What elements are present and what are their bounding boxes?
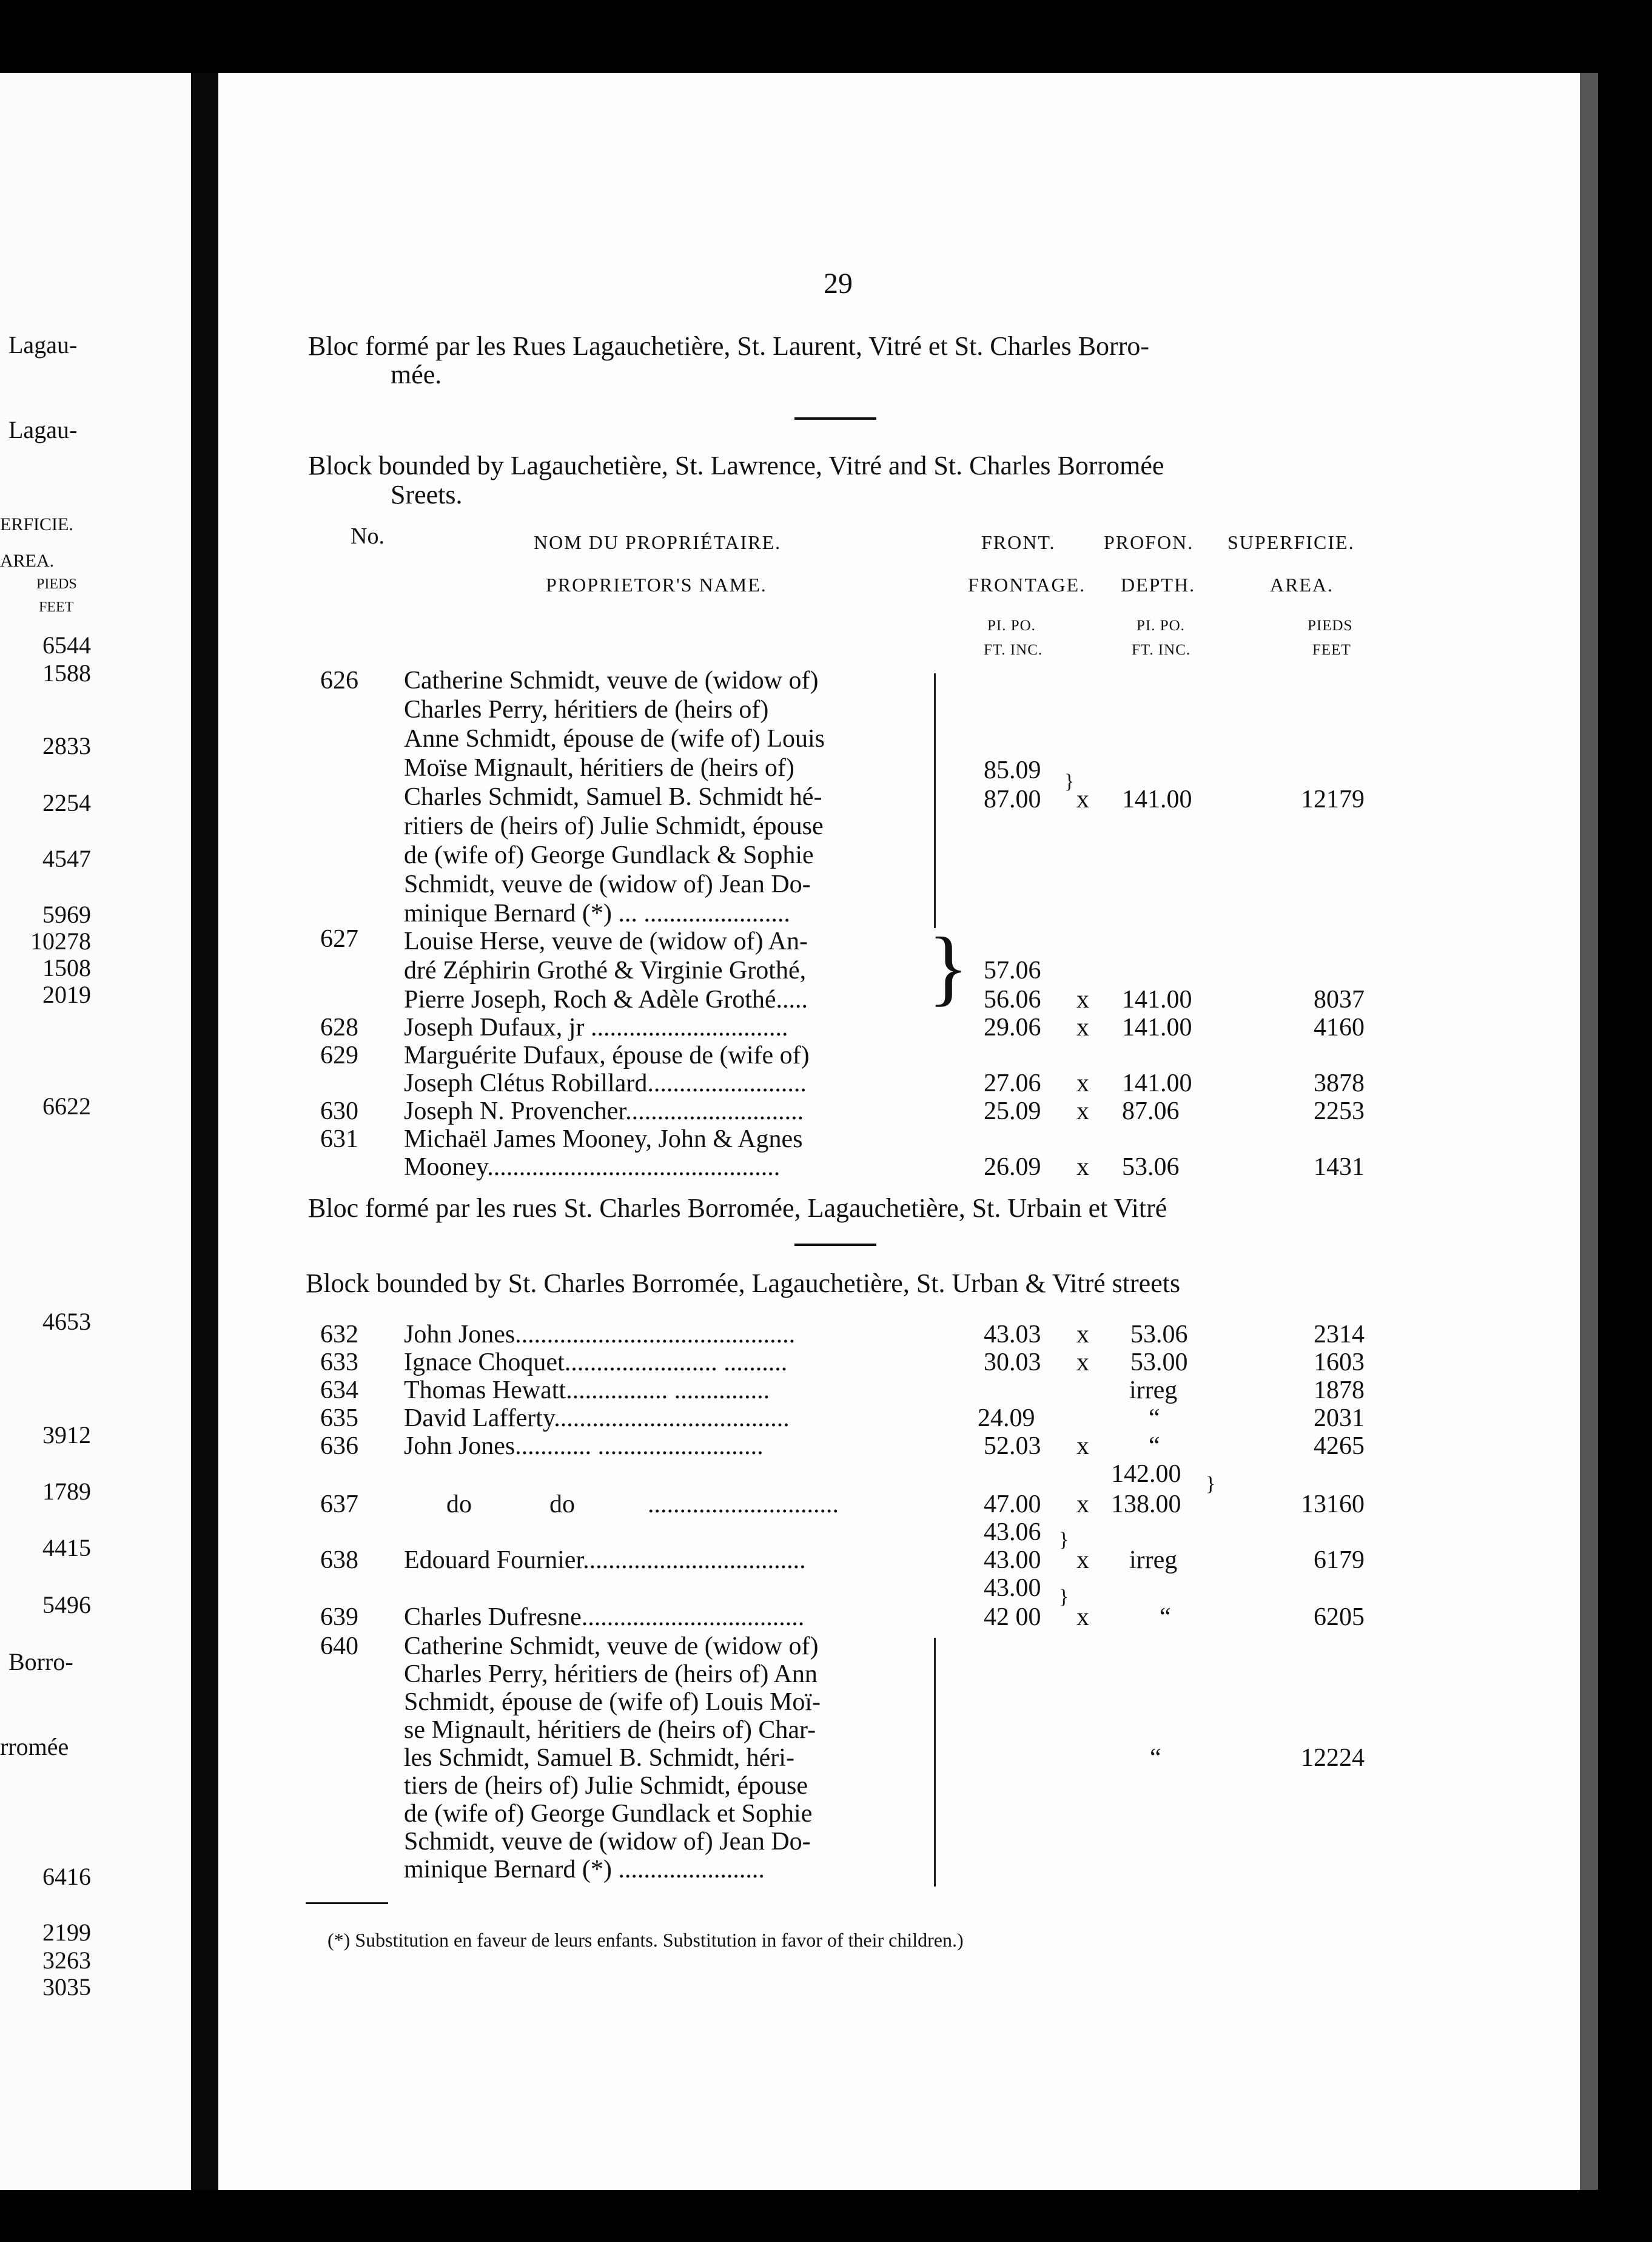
ditto-mark: “ xyxy=(1150,1744,1161,1772)
owner-line: Michaël James Mooney, John & Agnes xyxy=(404,1125,803,1153)
owner-line: minique Bernard (*) ... ....................... xyxy=(404,900,790,927)
front-value: 56.06 xyxy=(984,986,1041,1014)
owner-line: ritiers de (heirs of) Julie Schmidt, épouse xyxy=(404,812,824,840)
times-sign: x xyxy=(1076,1348,1089,1376)
area-value: 2031 xyxy=(1314,1404,1365,1432)
area-value: 12224 xyxy=(1301,1744,1365,1772)
row-no: 629 xyxy=(320,1042,358,1069)
header-depth-en: DEPTH. xyxy=(1121,574,1196,596)
brace-icon: } xyxy=(1064,770,1075,793)
unit-front: FT. INC. xyxy=(984,642,1043,658)
area-value: 12179 xyxy=(1301,786,1365,813)
left-number: 10278 xyxy=(30,927,91,955)
depth-value: irreg xyxy=(1129,1546,1178,1574)
depth-value: 87.06 xyxy=(1122,1097,1180,1125)
left-word: Lagau- xyxy=(8,416,78,443)
owner-line: Charles Perry, héritiers de (heirs of) xyxy=(404,696,769,724)
front-value: 29.06 xyxy=(984,1014,1041,1042)
owner-name: Charles Dufresne................................... xyxy=(404,1603,805,1631)
brace-icon: } xyxy=(928,920,969,1014)
owner-line: Catherine Schmidt, veuve de (widow of) xyxy=(404,1632,819,1660)
left-number: 1789 xyxy=(42,1478,91,1505)
divider xyxy=(794,1244,876,1246)
times-sign: x xyxy=(1076,1432,1089,1460)
owner-line: dré Zéphirin Grothé & Virginie Grothé, xyxy=(404,957,807,985)
area-value: 1603 xyxy=(1314,1348,1365,1376)
area-value: 4265 xyxy=(1314,1432,1365,1460)
area-value: 13160 xyxy=(1301,1490,1365,1518)
row-no: 628 xyxy=(320,1014,358,1042)
header-name-fr: NOM DU PROPRIÉTAIRE. xyxy=(534,531,782,553)
unit-depth: PI. PO. xyxy=(1137,618,1185,634)
footnote-rule xyxy=(306,1902,388,1904)
area-value: 1431 xyxy=(1314,1153,1365,1181)
owner-line: Anne Schmidt, épouse de (wife of) Louis xyxy=(404,725,825,753)
row-no: 637 xyxy=(320,1490,358,1518)
front-value: 27.06 xyxy=(984,1069,1041,1097)
row-no: 631 xyxy=(320,1125,358,1153)
divider xyxy=(794,417,876,420)
row-no: 627 xyxy=(320,925,358,953)
front-value: 30.03 xyxy=(984,1348,1041,1376)
brace-icon: } xyxy=(1206,1473,1216,1495)
row-no: 633 xyxy=(320,1348,358,1376)
depth-value: 141.00 xyxy=(1122,786,1192,813)
header-front-fr: FRONT. xyxy=(981,531,1056,553)
unit-front: PI. PO. xyxy=(987,618,1036,634)
front-value: 42 00 xyxy=(984,1603,1041,1631)
front-value: 24.09 xyxy=(978,1404,1035,1432)
times-sign: x xyxy=(1076,1097,1089,1125)
header-no: No. xyxy=(351,523,384,549)
area-value: 2253 xyxy=(1314,1097,1365,1125)
left-number: 2019 xyxy=(42,981,91,1008)
left-number: 6544 xyxy=(42,631,91,659)
left-number: 4547 xyxy=(42,845,91,872)
block1-title-fr: Bloc formé par les Rues Lagauchetière, St. Laurent, Vitré et St. Charles Borro- xyxy=(308,331,1150,361)
owner-line: Catherine Schmidt, veuve de (widow of) xyxy=(404,667,819,695)
front-value: 85.09 xyxy=(984,756,1041,784)
owner-line: tiers de (heirs of) Julie Schmidt, épouse xyxy=(404,1772,808,1800)
ditto-mark: “ xyxy=(1149,1404,1160,1432)
header-area-fr: SUPERFICIE. xyxy=(1227,531,1355,553)
front-value: 43.00 xyxy=(984,1574,1041,1602)
row-no: 640 xyxy=(320,1632,358,1660)
times-sign: x xyxy=(1076,1490,1089,1518)
depth-value: 141.00 xyxy=(1122,986,1192,1014)
owner-line: Joseph N. Provencher............................ xyxy=(404,1097,804,1125)
left-word: rromée xyxy=(0,1733,69,1760)
depth-value: 142.00 xyxy=(1111,1460,1181,1488)
times-sign: x xyxy=(1076,786,1089,813)
front-value: 26.09 xyxy=(984,1153,1041,1181)
left-word: Lagau- xyxy=(8,331,78,359)
owner-line: Mooney.............................................. xyxy=(404,1153,781,1181)
bracket xyxy=(934,1638,936,1887)
front-value: 57.06 xyxy=(984,957,1041,985)
owner-line: Joseph Clétus Robillard......................... xyxy=(404,1069,807,1097)
book-gutter xyxy=(191,73,218,2190)
brace-icon: } xyxy=(1059,1529,1069,1551)
left-number: 2254 xyxy=(42,789,91,816)
owner-name: David Lafferty..................................... xyxy=(404,1404,790,1432)
left-number: 5496 xyxy=(42,1591,91,1618)
owner-line: Charles Schmidt, Samuel B. Schmidt hé- xyxy=(404,783,822,811)
header-area-en: AREA. xyxy=(1270,574,1334,596)
left-number: 3263 xyxy=(42,1947,91,1974)
bracket xyxy=(934,673,936,928)
times-sign: x xyxy=(1076,986,1089,1014)
area-value: 2314 xyxy=(1314,1321,1365,1348)
row-no: 635 xyxy=(320,1404,358,1432)
brace-icon: } xyxy=(1059,1586,1069,1608)
leader-dots: .............................. xyxy=(648,1490,839,1518)
row-no: 632 xyxy=(320,1321,358,1348)
depth-value: 53.06 xyxy=(1130,1321,1188,1348)
row-no: 638 xyxy=(320,1546,358,1574)
front-value: 52.03 xyxy=(984,1432,1041,1460)
row-no: 639 xyxy=(320,1603,358,1631)
ditto-word: do xyxy=(549,1490,575,1518)
left-page-fragment xyxy=(0,73,191,2190)
times-sign: x xyxy=(1076,1321,1089,1348)
front-value: 25.09 xyxy=(984,1097,1041,1125)
owner-name: John Jones............ .......................... xyxy=(404,1432,764,1460)
left-number: 5969 xyxy=(42,901,91,928)
footnote: (*) Substitution en faveur de leurs enfants. Substitution in favor of their children.) xyxy=(327,1929,964,1951)
block2-title-en: Block bounded by St. Charles Borromée, Lagauchetière, St. Urban & Vitré streets xyxy=(306,1268,1181,1298)
unit-area: FEET xyxy=(1312,642,1351,658)
front-value: 43.06 xyxy=(984,1518,1041,1546)
front-value: 43.00 xyxy=(984,1546,1041,1574)
area-value: 6205 xyxy=(1314,1603,1365,1631)
left-number: 2199 xyxy=(42,1919,91,1946)
row-no: 630 xyxy=(320,1097,358,1125)
owner-line: Schmidt, épouse de (wife of) Louis Moï- xyxy=(404,1688,821,1716)
owner-line: minique Bernard (*) ....................... xyxy=(404,1856,765,1883)
left-number: 4653 xyxy=(42,1308,91,1335)
owner-name: Edouard Fournier................................... xyxy=(404,1546,806,1574)
left-header: ERFICIE. xyxy=(0,514,73,534)
left-header: FEET xyxy=(39,599,74,615)
page-number: 29 xyxy=(824,268,853,300)
left-word: Borro- xyxy=(8,1648,73,1675)
owner-line: Charles Perry, héritiers de (heirs of) Ann xyxy=(404,1660,818,1688)
times-sign: x xyxy=(1076,1153,1089,1181)
front-value: 87.00 xyxy=(984,786,1041,813)
left-header: PIEDS xyxy=(36,576,77,592)
row-no: 634 xyxy=(320,1376,358,1404)
owner-line: Schmidt, veuve de (widow of) Jean Do- xyxy=(404,870,811,898)
left-number: 2833 xyxy=(42,732,91,759)
row-no: 636 xyxy=(320,1432,358,1460)
owner-line: de (wife of) George Gundlack et Sophie xyxy=(404,1800,813,1828)
block1-title-en: Block bounded by Lagauchetière, St. Lawrence, Vitré and St. Charles Borromée xyxy=(308,451,1164,480)
times-sign: x xyxy=(1076,1603,1089,1631)
header-name-en: PROPRIETOR'S NAME. xyxy=(546,574,767,596)
ditto-word: do xyxy=(446,1490,472,1518)
row-no: 626 xyxy=(320,667,358,695)
depth-value: 53.00 xyxy=(1130,1348,1188,1376)
block1-title-fr: mée. xyxy=(391,360,442,389)
left-number: 4415 xyxy=(42,1534,91,1561)
page-edge xyxy=(1580,73,1598,2190)
left-header: AREA. xyxy=(0,551,55,571)
left-number: 3035 xyxy=(42,1973,91,2001)
depth-value: 141.00 xyxy=(1122,1014,1192,1042)
block2-title-fr: Bloc formé par les rues St. Charles Borromée, Lagauchetière, St. Urbain et Vitré xyxy=(308,1193,1167,1223)
block1-title-en: Sreets. xyxy=(391,480,463,510)
owner-line: Schmidt, veuve de (widow of) Jean Do- xyxy=(404,1828,811,1856)
owner-name: Thomas Hewatt................ ............... xyxy=(404,1376,770,1404)
owner-line: Joseph Dufaux, jr ............................... xyxy=(404,1014,788,1042)
area-value: 4160 xyxy=(1314,1014,1365,1042)
owner-name: Ignace Choquet........................ .......... xyxy=(404,1348,788,1376)
depth-value: 141.00 xyxy=(1122,1069,1192,1097)
owner-line: les Schmidt, Samuel B. Schmidt, héri- xyxy=(404,1744,794,1772)
owner-line: Pierre Joseph, Roch & Adèle Grothé..... xyxy=(404,986,808,1014)
depth-value: 138.00 xyxy=(1111,1490,1181,1518)
left-number: 1508 xyxy=(42,954,91,981)
header-front-en: FRONTAGE. xyxy=(968,574,1086,596)
area-value: 6179 xyxy=(1314,1546,1365,1574)
ditto-mark: “ xyxy=(1160,1603,1171,1631)
left-number: 3912 xyxy=(42,1421,91,1449)
front-value: 43.03 xyxy=(984,1321,1041,1348)
unit-area: PIEDS xyxy=(1308,618,1353,634)
left-number: 6416 xyxy=(42,1863,91,1890)
left-number: 1588 xyxy=(42,659,91,687)
owner-name: John Jones............................................ xyxy=(404,1321,796,1348)
times-sign: x xyxy=(1076,1069,1089,1097)
area-value: 3878 xyxy=(1314,1069,1365,1097)
owner-line: Louise Herse, veuve de (widow of) An- xyxy=(404,927,808,955)
area-value: 1878 xyxy=(1314,1376,1365,1404)
depth-value: irreg xyxy=(1129,1376,1178,1404)
unit-depth: FT. INC. xyxy=(1132,642,1191,658)
times-sign: x xyxy=(1076,1546,1089,1574)
header-depth-fr: PROFON. xyxy=(1104,531,1194,553)
owner-line: de (wife of) George Gundlack & Sophie xyxy=(404,841,814,869)
area-value: 8037 xyxy=(1314,986,1365,1014)
ditto-mark: “ xyxy=(1149,1432,1160,1460)
owner-line: se Mignault, héritiers de (heirs of) Char- xyxy=(404,1716,816,1744)
depth-value: 53.06 xyxy=(1122,1153,1180,1181)
owner-line: Moïse Mignault, héritiers de (heirs of) xyxy=(404,754,794,782)
times-sign: x xyxy=(1076,1014,1089,1042)
owner-line: Marguérite Dufaux, épouse de (wife of) xyxy=(404,1042,810,1069)
front-value: 47.00 xyxy=(984,1490,1041,1518)
left-number: 6622 xyxy=(42,1092,91,1120)
